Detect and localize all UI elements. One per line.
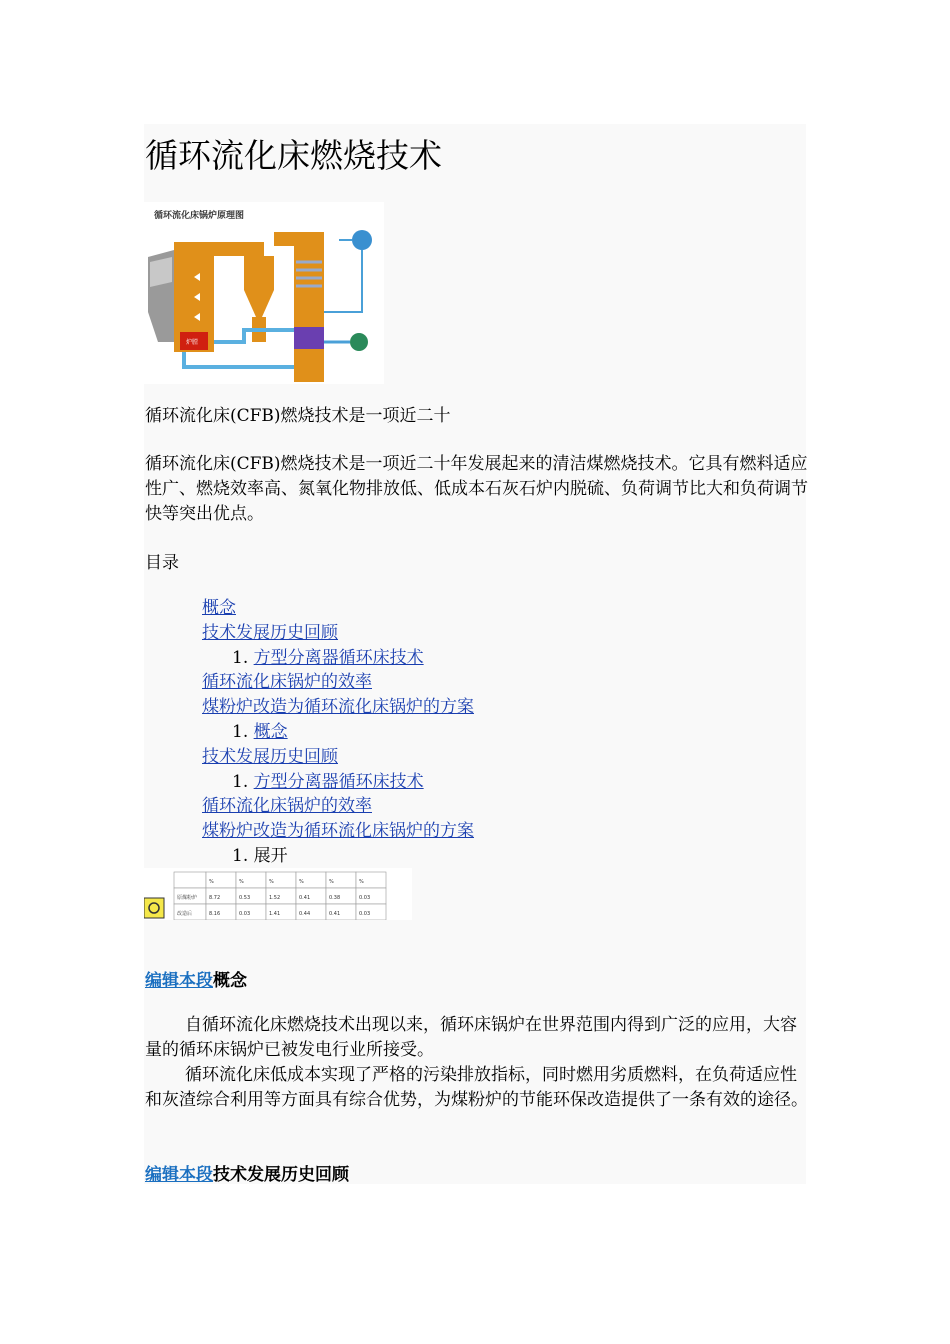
concept-paragraph-2: 循环流化床低成本实现了严格的污染排放指标，同时燃用劣质燃料，在负荷适应性和灰渣综合利用等方面具有综合优势，为煤粉炉的节能环保改造提供了一条有效的途径。 <box>145 1065 808 1110</box>
section-concept-heading <box>145 966 247 991</box>
toc-item <box>202 770 622 795</box>
toc-heading: 目录 <box>145 553 179 573</box>
toc-item <box>202 646 622 671</box>
toc-link[interactable]: 方型分离器循环床技术 <box>253 647 424 668</box>
table-cell: 1.41 <box>269 911 281 917</box>
table-cell: % <box>329 879 334 885</box>
table-cell: % <box>299 879 304 885</box>
diagram-caption: 循环流化床锅炉原理图 <box>154 211 245 221</box>
toc-link[interactable]: 循环流化床锅炉的效率 <box>202 672 372 693</box>
table-cell: 改造后 <box>177 911 193 917</box>
toc-link[interactable]: 技术发展历史回顾 <box>202 746 338 767</box>
comparison-table-image <box>144 868 412 920</box>
concept-paragraph-1: 自循环流化床燃烧技术出现以来，循环床锅炉在世界范围内得到广泛的应用，大容量的循环床锅炉已被发电行业所接受。 <box>145 1015 797 1060</box>
table-cell: 1.52 <box>269 895 281 901</box>
section-history-heading <box>145 1160 349 1185</box>
table-cell: 0.03 <box>359 895 371 901</box>
edit-section-link[interactable]: 编辑本段 <box>145 1165 213 1185</box>
toc-item <box>202 695 622 720</box>
table-cell: % <box>359 879 364 885</box>
table-cell: 0.44 <box>299 911 311 917</box>
toc-item <box>202 720 622 745</box>
edit-section-link[interactable]: 编辑本段 <box>145 971 213 991</box>
boiler-diagram <box>144 202 384 384</box>
table-cell: % <box>209 879 214 885</box>
table-cell: 0.41 <box>299 895 311 901</box>
table-cell: 0.03 <box>359 911 371 917</box>
toc-item <box>202 819 622 844</box>
toc-item <box>202 844 622 869</box>
toc-link[interactable]: 概念 <box>253 721 288 742</box>
table-cell: 0.53 <box>239 895 251 901</box>
diagram-fire-label: 炉膛 <box>186 339 199 346</box>
toc-item <box>202 596 622 621</box>
table-cell: 8.72 <box>209 895 221 901</box>
toc-link[interactable]: 概念 <box>202 598 236 618</box>
toc-item-number: 1. <box>232 721 254 742</box>
section-title: 技术发展历史回顾 <box>213 1165 349 1185</box>
toc-item-number: 1. <box>232 647 254 668</box>
toc-item <box>202 621 622 646</box>
boiler-diagram-graphic <box>144 202 384 384</box>
table-cell: % <box>269 879 274 885</box>
toc-item-number: 1. <box>232 845 254 866</box>
table-cell: 0.38 <box>329 895 341 901</box>
table-cell: 8.16 <box>209 911 221 917</box>
table-of-contents <box>202 596 622 869</box>
toc-link[interactable]: 技术发展历史回顾 <box>202 622 338 643</box>
toc-item <box>202 670 622 695</box>
table-cell: 0.03 <box>239 911 251 917</box>
table-cell: 原煤粉炉 <box>177 895 198 901</box>
toc-link[interactable]: 方型分离器循环床技术 <box>253 771 424 792</box>
toc-item <box>202 794 622 819</box>
intro-paragraph: 循环流化床(CFB)燃烧技术是一项近二十年发展起来的清洁煤燃烧技术。它具有燃料适应性广、燃烧效率高、氮氧化物排放低、低成本石灰石炉内脱硫、负荷调节比大和负荷调节快等突出优点。 <box>145 454 808 524</box>
comparison-table-graphic <box>144 868 412 920</box>
toc-expand-label[interactable]: 展开 <box>253 845 288 866</box>
toc-link[interactable]: 煤粉炉改造为循环流化床锅炉的方案 <box>202 697 474 718</box>
intro-summary: 循环流化床(CFB)燃烧技术是一项近二十 <box>145 406 451 426</box>
toc-link[interactable]: 循环流化床锅炉的效率 <box>202 796 372 817</box>
table-cell: % <box>239 879 244 885</box>
page-title: 循环流化床燃烧技术 <box>145 136 442 175</box>
toc-link[interactable]: 煤粉炉改造为循环流化床锅炉的方案 <box>202 821 474 842</box>
toc-item-number: 1. <box>232 771 254 792</box>
section-title: 概念 <box>213 971 247 991</box>
toc-item <box>202 745 622 770</box>
table-cell: 0.41 <box>329 911 341 917</box>
table-cell-box <box>174 872 206 888</box>
